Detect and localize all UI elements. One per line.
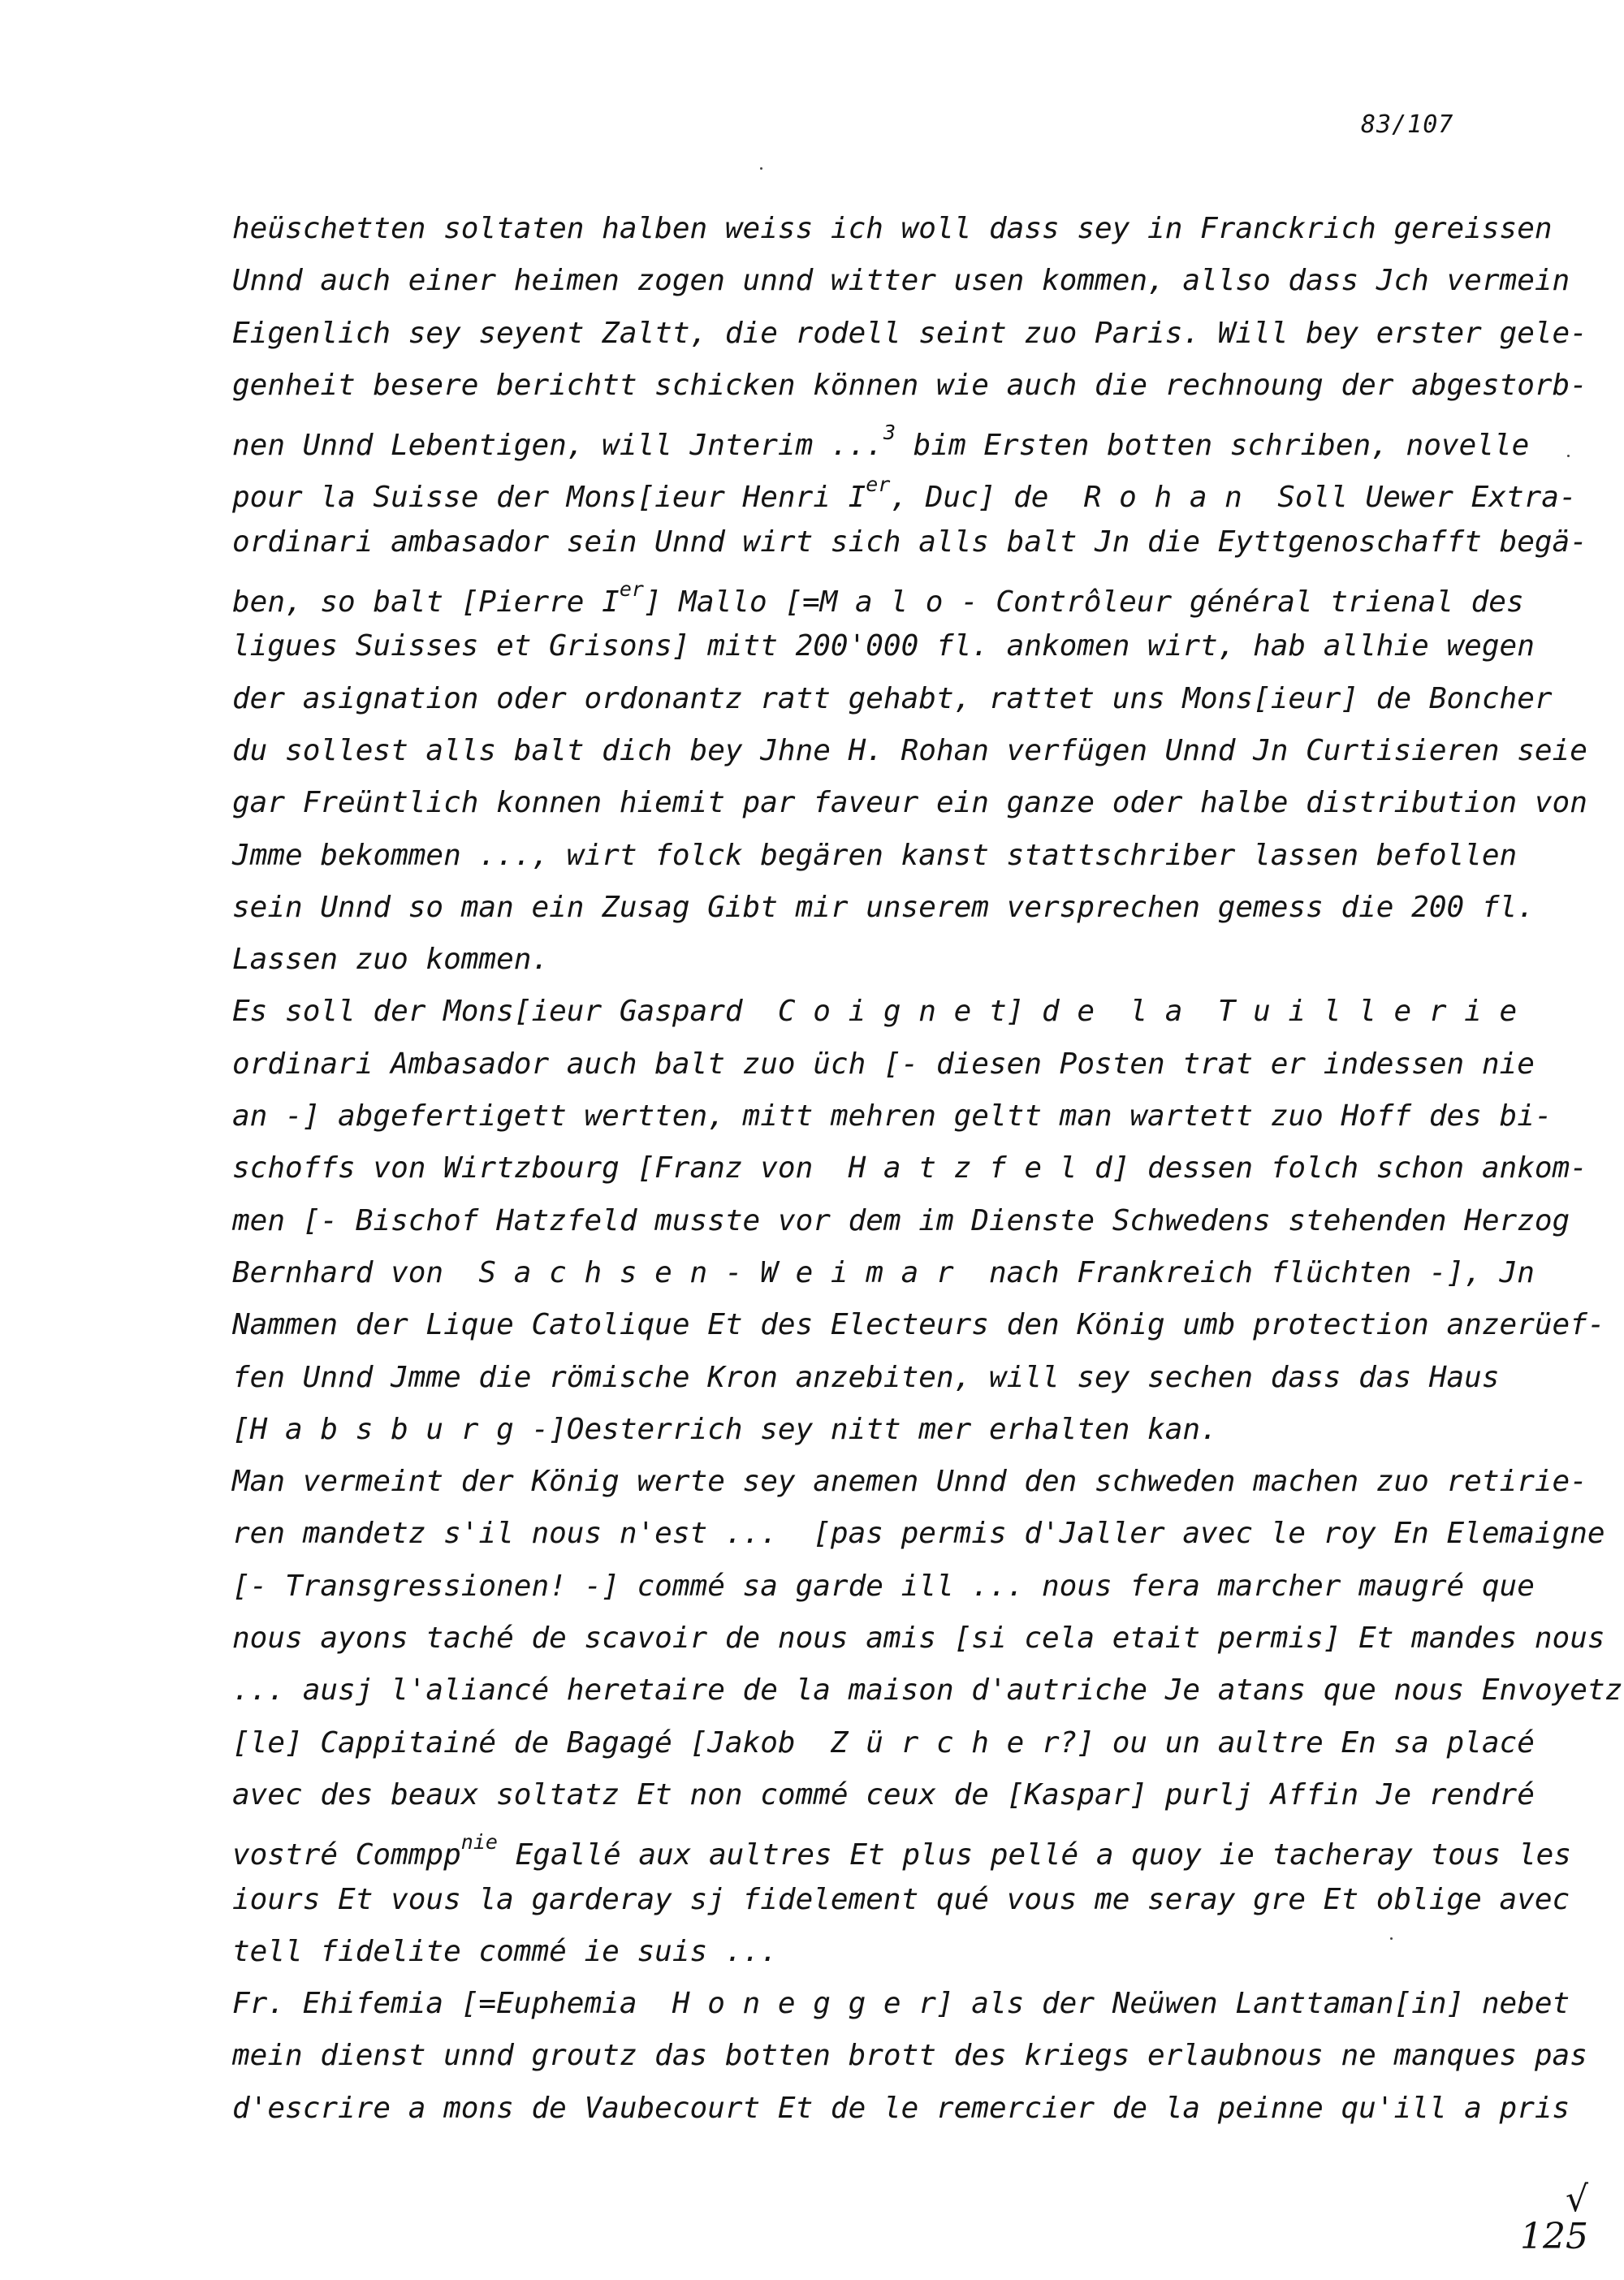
text-line: sein Unnd so man ein Zusag Gibt mir unserem versprechen gemess die 200 fl. [232,890,1535,924]
text-line: Unnd auch einer heimen zogen unnd witter usen kommen, allso dass Jch vermein [232,264,1570,298]
superscript: 3 [883,421,896,445]
text-line: ben, so balt [Pierre Ier] Mallo [=M a l o - Contrôleur général trienal des [232,577,1524,620]
text-line: genheit besere berichtt schicken können wie auch die rechnoung der abgestorb- [232,368,1587,402]
text-line: iours Et vous la garderay sj fidelement qué vous me seray gre Et oblige avec [232,1882,1570,1916]
superscript: er [866,473,891,497]
text-line: men [- Bischof Hatzfeld musste vor dem im Dienste Schwedens stehenden Herzog [232,1203,1570,1237]
text-line: Lassen zuo kommen. [232,943,550,977]
text-line: d'escrire a mons de Vaubecourt Et de le remercier de la peinne qu'ill a pris [232,2091,1570,2125]
text-line: Eigenlich sey seyent Zaltt, die rodell seint zuo Paris. Will bey erster gele- [232,316,1587,350]
text-line: ... ausj l'aliancé heretaire de la maison d'autriche Je atans que nous Envoyetz [232,1673,1623,1708]
handwritten-folio-number: 125 [1520,2215,1588,2257]
text-line: tell fidelite commé ie suis ... [232,1934,778,1968]
text-line: [le] Cappitainé de Bagagé [Jakob Z ü r c h e r?] ou un aultre En sa placé [232,1725,1535,1760]
text-line: avec des beaux soltatz Et non commé ceux de [Kaspar] purlj Affin Je rendré [232,1777,1535,1811]
text-line: Jmme bekommen ..., wirt folck begären kanst stattschriber lassen befollen [232,838,1518,872]
text-line: ordinari Ambasador auch balt zuo üch [- diesen Posten trat er indessen nie [232,1047,1535,1081]
superscript: er [619,577,644,602]
text-line: [- Transgressionen! -] commé sa garde ill ... nous fera marcher maugré que [232,1569,1535,1603]
handwritten-folio-mark [1520,2178,1588,2257]
text-line: Fr. Ehifemia [=Euphemia H o n e g g e r] als der Neüwen Lanttaman[in] nebet [232,1987,1570,2021]
scan-speck [760,167,762,170]
text-line: du sollest alls balt dich bey Jhne H. Rohan verfügen Unnd Jn Curtisieren seie [232,733,1587,767]
page-number: 83/107 [1361,110,1454,139]
text-line: pour la Suisse der Mons[ieur Henri Ier, Duc] de R o h a n Soll Uewer Extra- [232,473,1577,515]
text-line: Nammen der Lique Catolique Et des Electeurs den König umb protection anzerüef- [232,1308,1605,1342]
text-line: fen Unnd Jmme die römische Kron anzebiten, will sey sechen dass das Haus [232,1360,1500,1394]
handwritten-check: √ [1565,2178,1588,2220]
text-line: ren mandetz s'il nous n'est ... [pas permis d'Jaller avec le roy En Elemaigne [232,1517,1605,1551]
text-line: schoffs von Wirtzbourg [Franz von H a t z f e l d] dessen folch schon ankom- [232,1151,1587,1185]
text-line: nous ayons taché de scavoir de nous amis [si cela etait permis] Et mandes nous [232,1621,1605,1656]
text-line: gar Freüntlich konnen hiemit par faveur ein ganze oder halbe distribution von [232,786,1587,820]
scan-speck [1390,1937,1393,1940]
text-line: [H a b s b u r g -]Oesterrich sey nitt mer erhalten kan. [232,1412,1218,1446]
text-line: an -] abgefertigett wertten, mitt mehren geltt man wartett zuo Hoff des bi- [232,1099,1553,1134]
document-body [232,203,1623,2135]
text-line: ordinari ambasador sein Unnd wirt sich alls balt Jn die Eyttgenoschafft begä- [232,525,1587,559]
text-line: mein dienst unnd groutz das botten brott des kriegs erlaubnous ne manques pas [232,2039,1587,2073]
text-line: Bernhard von S a c h s e n - W e i m a r nach Frankreich flüchten -], Jn [232,1255,1535,1289]
text-line: heüschetten soltaten halben weiss ich woll dass sey in Franckrich gereissen [232,212,1553,245]
text-line: Man vermeint der König werte sey anemen Unnd den schweden machen zuo retirie- [232,1465,1587,1499]
scan-speck [1567,455,1570,457]
text-line: nen Unnd Lebentigen, will Jnterim ...$^3$ bim Ersten botten schriben, novelle [232,421,1530,463]
text-line: der asignation oder ordonantz ratt gehabt, rattet uns Mons[ieur] de Boncher [232,681,1553,715]
superscript: nie [460,1830,498,1855]
text-line: ligues Suisses et Grisons] mitt 200'000 fl. ankomen wirt, hab allhie wegen [232,629,1535,663]
text-line: vostré Commpp$^{nie}$ Egallé aux aultres Et plus pellé a quoy ie tacheray tous les [232,1830,1572,1872]
text-line: Es soll der Mons[ieur Gaspard C o i g n e t] d e l a T u i l l e r i e [232,995,1518,1029]
